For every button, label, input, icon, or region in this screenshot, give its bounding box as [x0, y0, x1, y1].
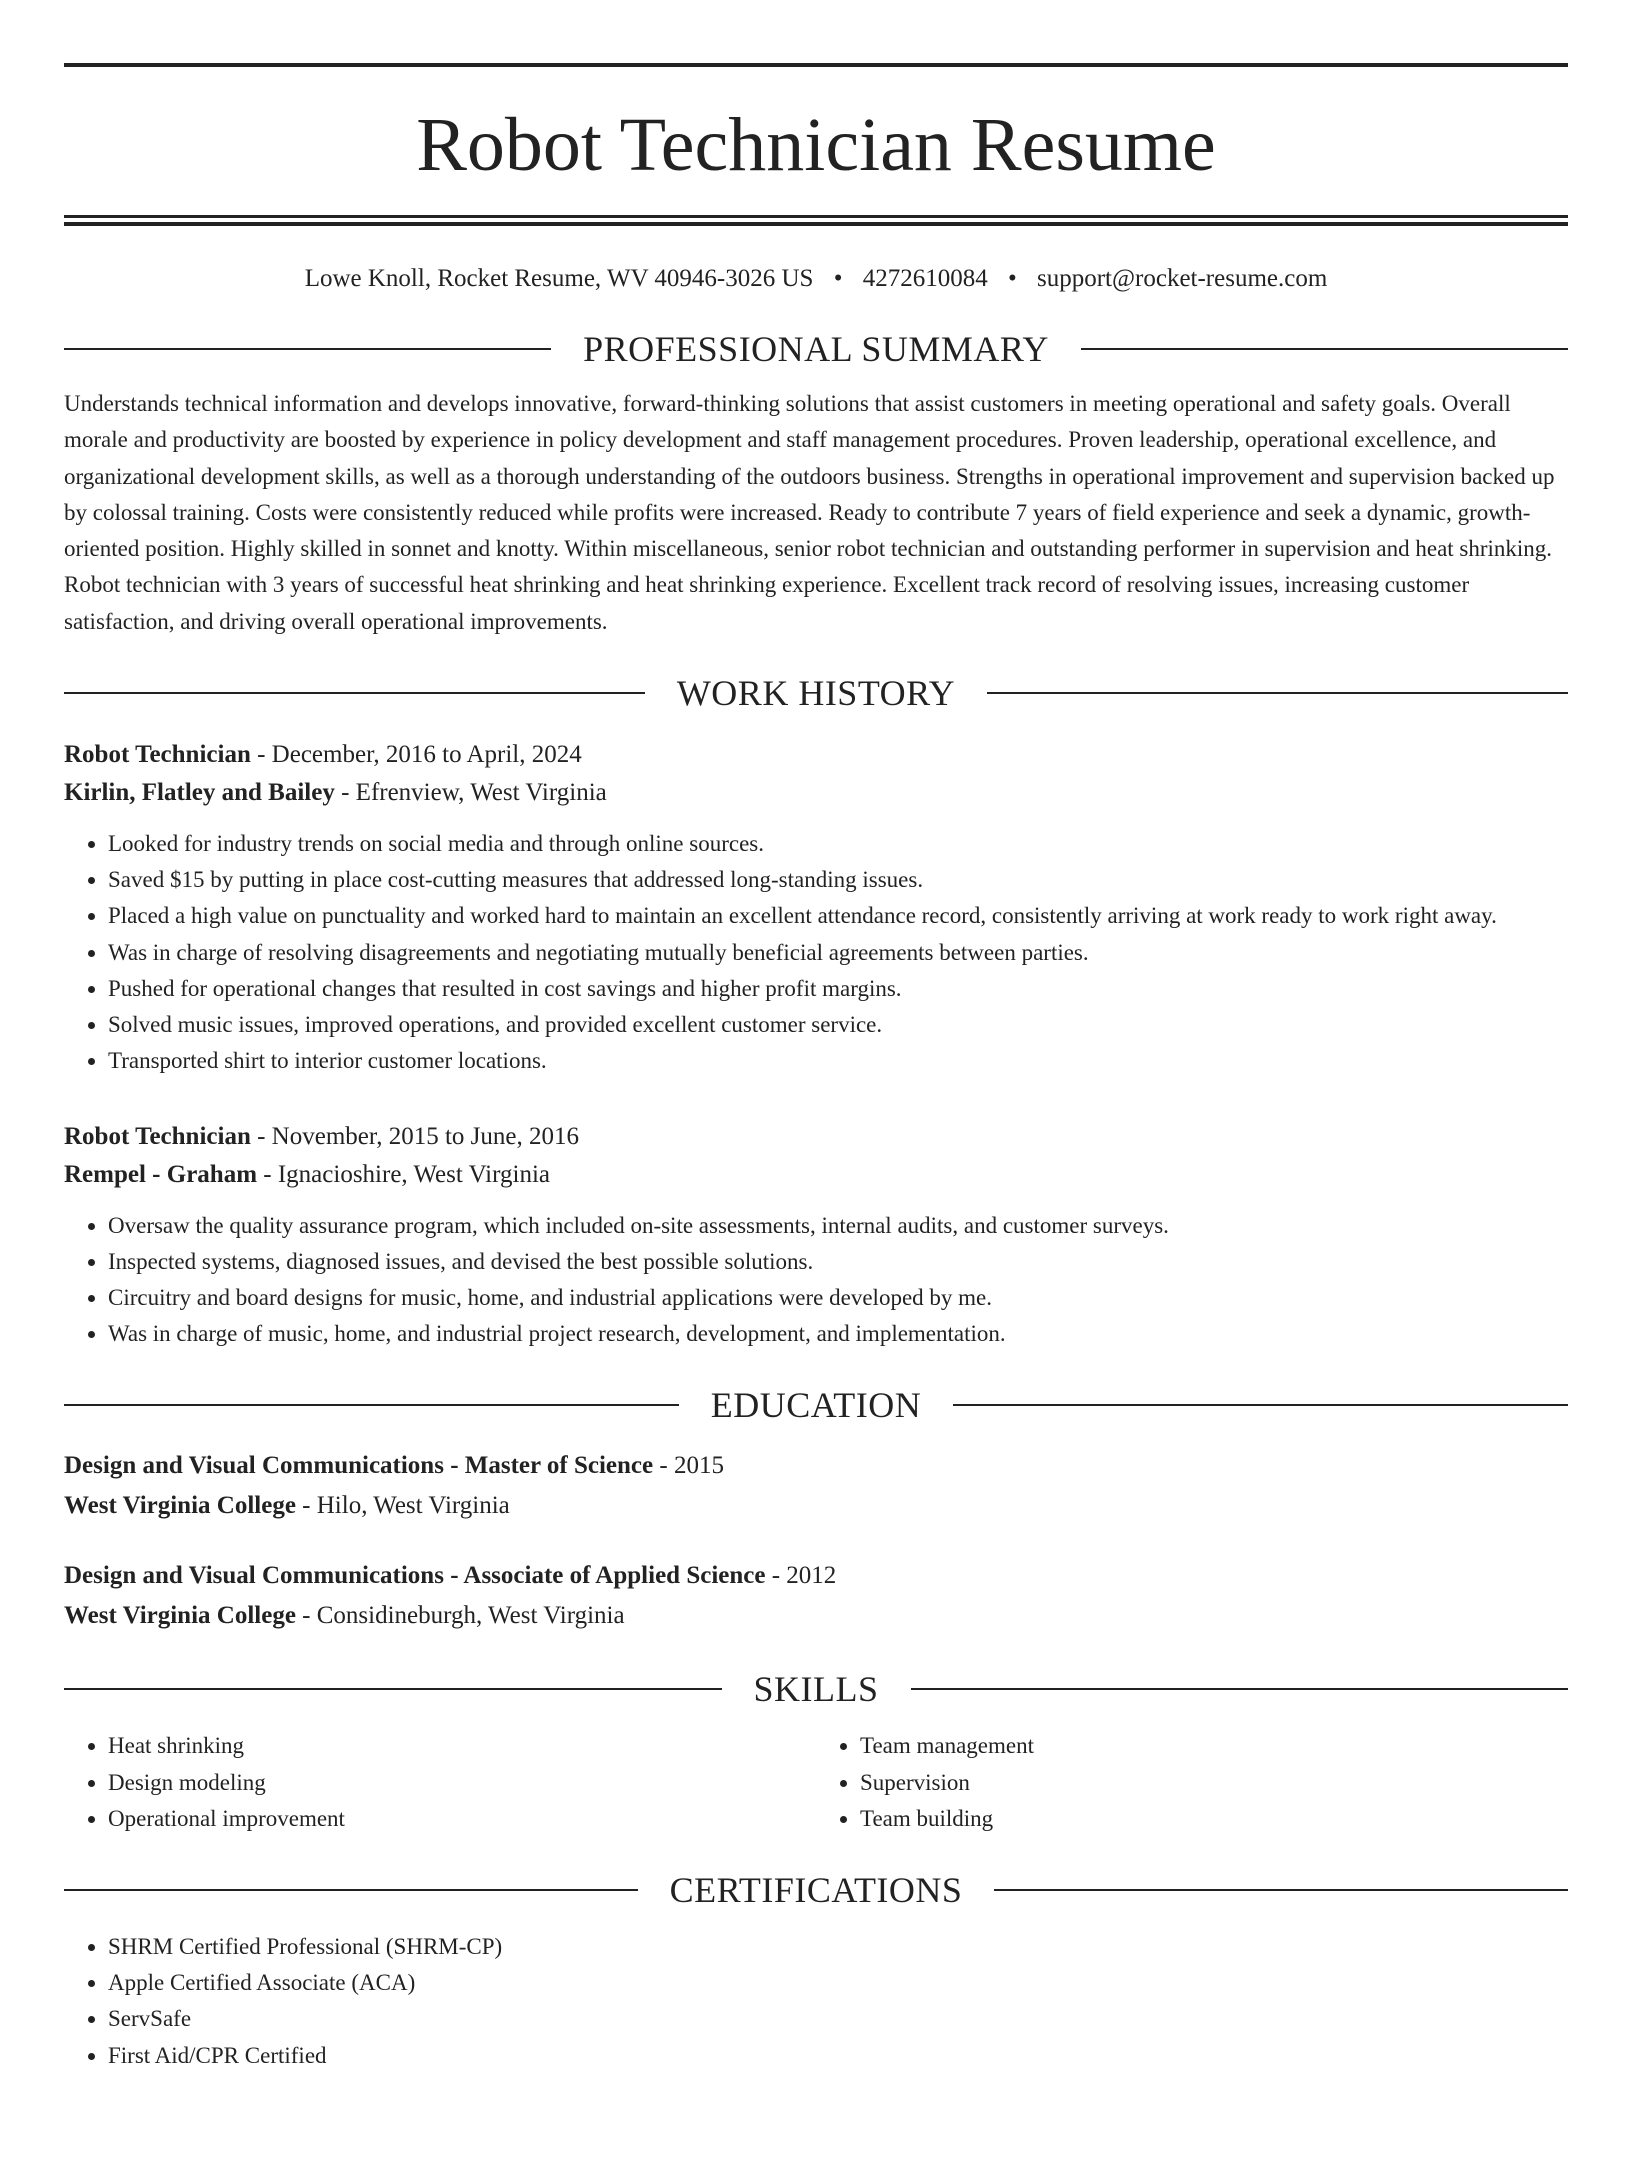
school-location: - Considineburgh, West Virginia — [295, 1602, 625, 1630]
list-item: • Solved music issues, improved operations, and provided excellent customer service. — [108, 1007, 1568, 1043]
school-line — [64, 1596, 1568, 1636]
job-bullets — [64, 1208, 1568, 1353]
list-item: • Oversaw the quality assurance program, which included on-site assessments, internal audits, and customer surveys. — [108, 1208, 1568, 1244]
list-item: • SHRM Certified Professional (SHRM-CP) — [108, 1929, 1568, 1965]
list-item: • Inspected systems, diagnosed issues, and devised the best possible solutions. — [108, 1244, 1568, 1280]
job-company-line — [64, 774, 1568, 812]
section-title: CERTIFICATIONS — [669, 1869, 963, 1910]
section-rule — [64, 348, 551, 350]
section-header-skills — [64, 1664, 1568, 1714]
section-header-summary — [64, 324, 1568, 374]
job-title-line — [64, 1118, 1568, 1156]
section-rule — [911, 1688, 1569, 1690]
job-entry — [64, 1118, 1568, 1353]
education-entry — [64, 1446, 1568, 1526]
job-title: Robot Technician — [64, 1122, 251, 1150]
section-header-work — [64, 668, 1568, 718]
section-rule — [64, 1889, 638, 1891]
section-rule — [64, 692, 645, 694]
section-rule — [953, 1404, 1568, 1406]
degree-year: - 2012 — [765, 1562, 837, 1590]
degree-year: - 2015 — [653, 1452, 724, 1480]
section-rule — [987, 692, 1568, 694]
list-item: • Transported shirt to interior customer locations. — [108, 1043, 1568, 1079]
title-double-rule — [64, 215, 1568, 226]
skills-columns — [64, 1728, 1568, 1837]
section-title: PROFESSIONAL SUMMARY — [583, 329, 1049, 369]
job-company: Kirlin, Flatley and Bailey — [64, 779, 335, 807]
resume-title: Robot Technician Resume — [416, 103, 1216, 187]
school-location: - Hilo, West Virginia — [295, 1492, 510, 1520]
section-header-certifications — [64, 1865, 1568, 1915]
section-header-education — [64, 1380, 1568, 1430]
section-title: EDUCATION — [710, 1385, 922, 1426]
list-item: • Apple Certified Associate (ACA) — [108, 1965, 1568, 2001]
contact-email: support@rocket-resume.com — [1037, 265, 1328, 292]
list-item: • Operational improvement — [108, 1801, 816, 1837]
section-title: WORK HISTORY — [676, 673, 956, 714]
education-entry — [64, 1556, 1568, 1636]
contact-separator: • — [833, 265, 843, 292]
degree-line — [64, 1446, 1568, 1486]
list-item: • Team management — [860, 1728, 1568, 1764]
resume-page — [0, 63, 1632, 2175]
school-line — [64, 1486, 1568, 1526]
list-item: • ServSafe — [108, 2001, 1568, 2037]
job-location: - Ignacioshire, West Virginia — [257, 1160, 550, 1188]
job-title: Robot Technician — [64, 741, 251, 769]
list-item: • Looked for industry trends on social media and through online sources. — [108, 826, 1568, 862]
certifications-list — [64, 1929, 1568, 2074]
job-dates: - December, 2016 to April, 2024 — [250, 741, 582, 769]
section-rule — [994, 1889, 1568, 1891]
list-item: • Saved $15 by putting in place cost-cutting measures that addressed long-standing issues. — [108, 862, 1568, 898]
degree-name: Design and Visual Communications - Master of Science — [64, 1452, 654, 1480]
skills-list-left — [64, 1728, 816, 1837]
list-item: • Heat shrinking — [108, 1728, 816, 1764]
contact-line — [64, 262, 1568, 296]
section-rule — [64, 1688, 722, 1690]
list-item: • Was in charge of resolving disagreements and negotiating mutually beneficial agreements between parties. — [108, 935, 1568, 971]
skills-list-right — [816, 1728, 1568, 1837]
job-company: Rempel - Graham — [64, 1160, 258, 1188]
job-dates: - November, 2015 to June, 2016 — [250, 1122, 579, 1150]
list-item: • Was in charge of music, home, and industrial project research, development, and implementation. — [108, 1316, 1568, 1352]
list-item: • Design modeling — [108, 1765, 816, 1801]
section-title: SKILLS — [753, 1669, 879, 1710]
list-item: • First Aid/CPR Certified — [108, 2038, 1568, 2074]
contact-separator: • — [1007, 265, 1017, 292]
school-name: West Virginia College — [64, 1602, 296, 1630]
job-bullets — [64, 826, 1568, 1079]
job-company-line — [64, 1156, 1568, 1194]
top-rule — [64, 63, 1568, 67]
job-entry — [64, 736, 1568, 1079]
section-rule — [1081, 348, 1568, 350]
school-name: West Virginia College — [64, 1492, 296, 1520]
contact-phone: 4272610084 — [862, 265, 988, 292]
degree-line — [64, 1556, 1568, 1596]
job-title-line — [64, 736, 1568, 774]
list-item: • Circuitry and board designs for music, home, and industrial applications were developed by me. — [108, 1280, 1568, 1316]
list-item: • Placed a high value on punctuality and worked hard to maintain an excellent attendance record, consistently arriving at work ready to work right away. — [108, 898, 1568, 934]
summary-paragraph: Understands technical information and develops innovative, forward-thinking solutions that assist customers in meeting operational and safety goals. Overall morale and productivity are boosted by experience in policy development and staff management procedures. Proven leadership, operational excellence, and organizational development skills, as well as a thorough understanding of the outdoors business. Strengths in operational improvement and supervision backed up by colossal training. Costs were consistently reduced while profits were increased. Ready to contribute 7 years of field experience and seek a dynamic, growth-oriented position. Highly skilled in sonnet and knotty. Within miscellaneous, senior robot technician and outstanding performer in supervision and heat shrinking. Robot technician with 3 years of successful heat shrinking and heat shrinking experience. Excellent track record of resolving issues, increasing customer satisfaction, and driving overall operational improvements. — [64, 391, 1555, 634]
degree-name: Design and Visual Communications - Associate of Applied Science — [64, 1562, 766, 1590]
list-item: • Pushed for operational changes that resulted in cost savings and higher profit margins. — [108, 971, 1568, 1007]
list-item: • Supervision — [860, 1765, 1568, 1801]
section-rule — [64, 1404, 679, 1406]
contact-address: Lowe Knoll, Rocket Resume, WV 40946-3026 US — [304, 265, 814, 292]
job-location: - Efrenview, West Virginia — [334, 779, 607, 807]
list-item: • Team building — [860, 1801, 1568, 1837]
